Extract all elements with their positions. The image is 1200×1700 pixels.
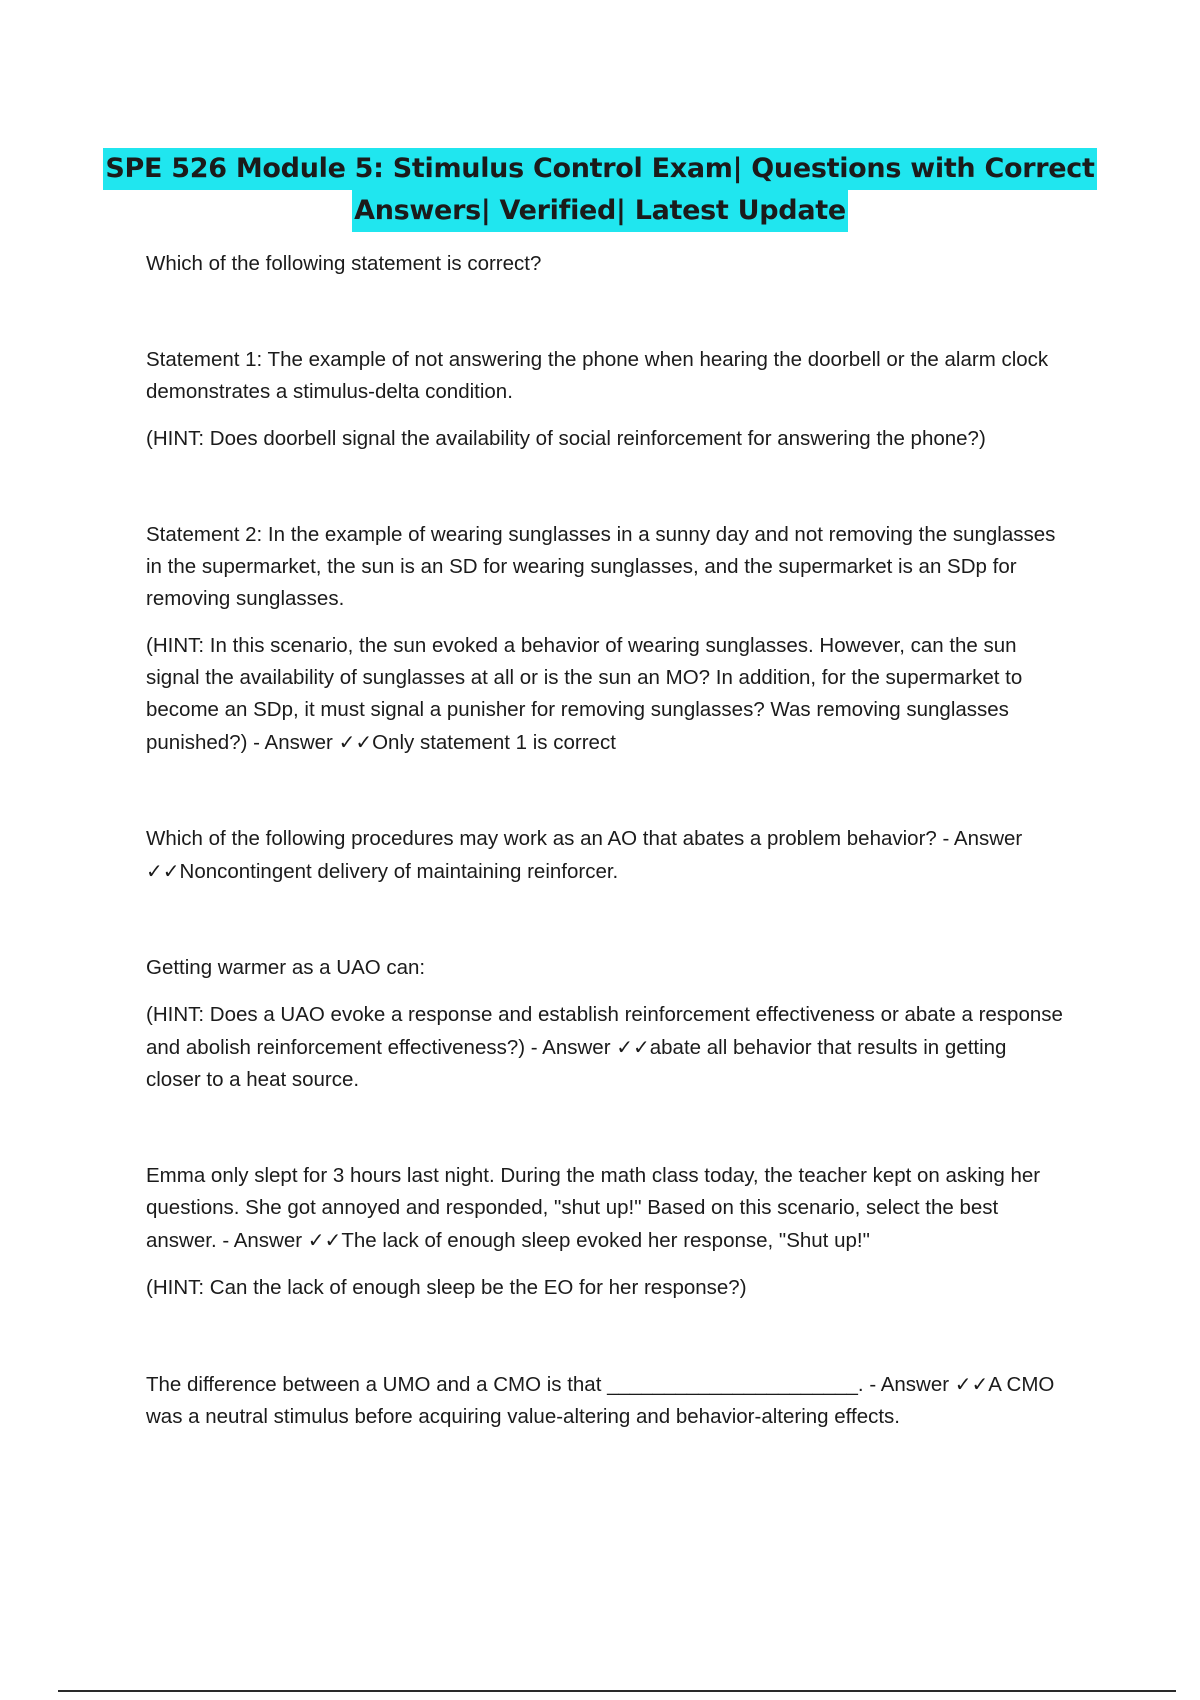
document-body — [146, 248, 1066, 1433]
title-line-1: SPE 526 Module 5: Stimulus Control Exam| Questions with Correct — [103, 148, 1096, 190]
hint-2: (HINT: In this scenario, the sun evoked a behavior of wearing sunglasses. However, can the sun signal the availability of sunglasses at all or is the sun an MO? In addition, for the supermarket to become an SDp, it must signal a punisher for removing sunglasses? Was removing sunglasses punished?) - Answer — [146, 634, 1023, 754]
hint-3: (HINT: Does a UAO evoke a response and establish reinforcement effectiveness or abate a response and abolish reinforcement effectiveness?) - Answer — [146, 1003, 1063, 1059]
hint-4: (HINT: Can the lack of enough sleep be the EO for her response?) — [146, 1276, 747, 1299]
answer-5: A CMO was a neutral stimulus before acquiring value-altering and behavior-altering effects. — [146, 1373, 1055, 1428]
question-3: Getting warmer as a UAO can: — [146, 956, 426, 979]
hint-3-with-answer — [146, 999, 1066, 1096]
question-1: Which of the following statement is correct? — [146, 252, 542, 275]
double-check-icon: ✓✓ — [616, 1035, 650, 1059]
question-5 — [146, 1368, 1066, 1433]
title-line-2: Answers| Verified| Latest Update — [352, 190, 848, 232]
answer-3: abate all behavior that results in getting closer to a heat source. — [146, 1036, 1007, 1091]
double-check-icon: ✓✓ — [307, 1228, 342, 1252]
double-check-icon: ✓✓ — [338, 730, 373, 754]
question-4 — [146, 1160, 1066, 1257]
answer-2: Noncontingent delivery of maintaining reinforcer. — [179, 860, 619, 883]
question-2-text: Which of the following procedures may work as an AO that abates a problem behavior? - Answer — [146, 827, 1023, 850]
double-check-icon: ✓✓ — [954, 1372, 989, 1396]
footer-divider — [58, 1690, 1176, 1692]
answer-1: Only statement 1 is correct — [372, 731, 616, 754]
question-4-text: Emma only slept for 3 hours last night. During the math class today, the teacher kept on asking her questions. She got annoyed and responded, "shut up!" Based on this scenario, select the best answer. - Answer — [146, 1164, 1041, 1252]
question-5-text: The difference between a UMO and a CMO is that ______________________. - Answer — [146, 1373, 955, 1396]
double-check-icon: ✓✓ — [146, 859, 180, 883]
document-title — [0, 148, 1200, 232]
question-2 — [146, 823, 1066, 888]
answer-4: The lack of enough sleep evoked her response, "Shut up!" — [341, 1229, 870, 1252]
hint-2-with-answer — [146, 630, 1066, 759]
hint-1: (HINT: Does doorbell signal the availability of social reinforcement for answering the phone?) — [146, 427, 986, 450]
statement-2: Statement 2: In the example of wearing sunglasses in a sunny day and not removing the sunglasses in the supermarket, the sun is an SD for wearing sunglasses, and the supermarket is an SDp for removing sunglasses. — [146, 523, 1056, 610]
statement-1: Statement 1: The example of not answering the phone when hearing the doorbell or the alarm clock demonstrates a stimulus-delta condition. — [146, 348, 1049, 403]
